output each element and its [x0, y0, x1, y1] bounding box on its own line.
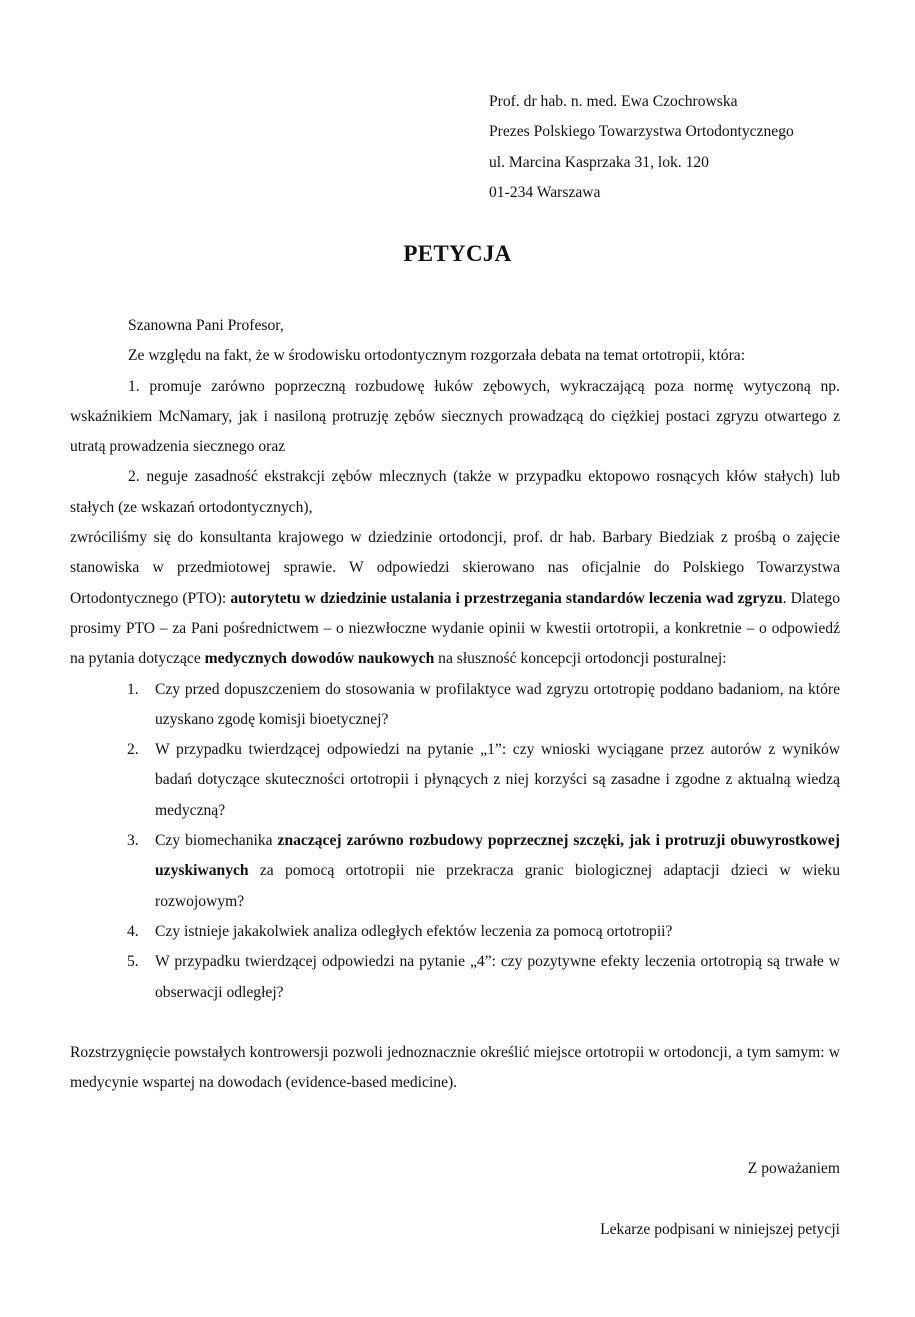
- closing-phrase: Z poważaniem: [747, 1160, 840, 1177]
- question-text-bold: znaczącej zarówno rozbudowy poprzecznej szczęki, jak i protruzji obuwyrostkowej uzyskiwanych: [155, 832, 841, 880]
- main-bold-1: autorytetu w dziedzinie ustalania i przestrzegania standardów leczenia wad zgryzu: [230, 589, 783, 607]
- question-number: 5.: [127, 953, 139, 971]
- recipient-name: Prof. dr hab. n. med. Ewa Czochrowska: [489, 93, 738, 110]
- question-text-start: Czy biomechanika: [155, 832, 278, 850]
- question-text: W przypadku twierdzącej odpowiedzi na pytanie „1”: czy wnioski wyciągane przez autorów z wyników badań dotyczące skuteczności ortotropii i płynących z niej korzyści są zasadne i zgodne z aktualną wiedzą medyczną?: [155, 741, 840, 819]
- main-text-3: na słuszność koncepcji ortodoncji posturalnej:: [434, 650, 727, 668]
- recipient-street: ul. Marcina Kasprzaka 31, lok. 120: [489, 153, 709, 171]
- recipient-city: 01-234 Warszawa: [489, 183, 601, 201]
- question-text: W przypadku twierdzącej odpowiedzi na pytanie „4”: czy pozytywne efekty leczenia ortotropią są trwałe w obserwacji odległej?: [155, 953, 840, 1001]
- question-number: 3.: [127, 832, 139, 850]
- main-paragraph: [70, 523, 840, 674]
- spacer: [70, 1008, 840, 1038]
- point-1: 1. promuje zarówno poprzeczną rozbudowę łuków zębowych, wykraczającą poza normę wytyczoną np. wskaźnikiem McNamary, jak i nasiloną protruzję zębów siecznych prowadzącą do ciężkiej postaci zgryzu otwartego z utratą prowadzenia siecznego oraz: [70, 377, 840, 456]
- main-bold-2: medycznych dowodów naukowych: [204, 650, 435, 668]
- question-item: [70, 675, 840, 736]
- question-number: 2.: [127, 741, 139, 759]
- point-2: 2. neguje zasadność ekstrakcji zębów mlecznych (także w przypadku ektopowo rosnących kłów stałych) lub stałych (ze wskazań ortodontycznych),: [70, 468, 840, 516]
- main-text-2: . Dlatego prosimy PTO – za Pani pośrednictwem – o niezwłoczne wydanie opinii w kwestii ortotropii, a konkretnie – o odpowiedź na pytania dotyczące: [70, 589, 840, 668]
- salutation: Szanowna Pani Profesor,: [128, 317, 284, 334]
- question-text-end: za pomocą ortotropii nie przekracza granic biologicznej adaptacji dzieci w wieku rozwojowym?: [155, 862, 840, 910]
- main-text-1: zwróciliśmy się do konsultanta krajowego w dziedzinie ortodoncji, prof. dr hab. Barbary Biedziak z prośbą o zajęcie stanowiska w przedmiotowej sprawie. W odpowiedzi skierowano nas oficjalnie do Polskiego Towarzystwa Ortodontycznego (PTO):: [70, 529, 840, 607]
- question-text: Czy przed dopuszczeniem do stosowania w profilaktyce wad zgryzu ortotropię poddano badaniom, na które uzyskano zgodę komisji bioetycznej?: [155, 680, 840, 728]
- question-text: [155, 832, 840, 910]
- recipient-address: [489, 87, 794, 208]
- letter-body: [70, 311, 840, 1098]
- recipient-position: Prezes Polskiego Towarzystwa Ortodontycznego: [489, 123, 794, 141]
- question-item: [70, 826, 840, 917]
- document-title: PETYCJA: [403, 241, 512, 266]
- intro-paragraph: Ze względu na fakt, że w środowisku ortodontycznym rozgorzała debata na temat ortotropii, która:: [128, 347, 746, 365]
- question-number: 1.: [127, 680, 139, 698]
- question-item: [70, 947, 840, 1008]
- question-text: Czy istnieje jakakolwiek analiza odległych efektów leczenia za pomocą ortotropii?: [155, 922, 673, 940]
- conclusion-paragraph: Rozstrzygnięcie powstałych kontrowersji pozwoli jednoznacznie określić miejsce ortotropii w ortodoncji, a tym samym: w medycynie wspartej na dowodach (evidence-based medicine).: [70, 1043, 840, 1092]
- questions-list: [70, 675, 840, 1008]
- question-item: [70, 735, 840, 826]
- question-item: [70, 917, 840, 947]
- question-number: 4.: [127, 922, 139, 940]
- signature-line: Lekarze podpisani w niniejszej petycji: [600, 1221, 840, 1238]
